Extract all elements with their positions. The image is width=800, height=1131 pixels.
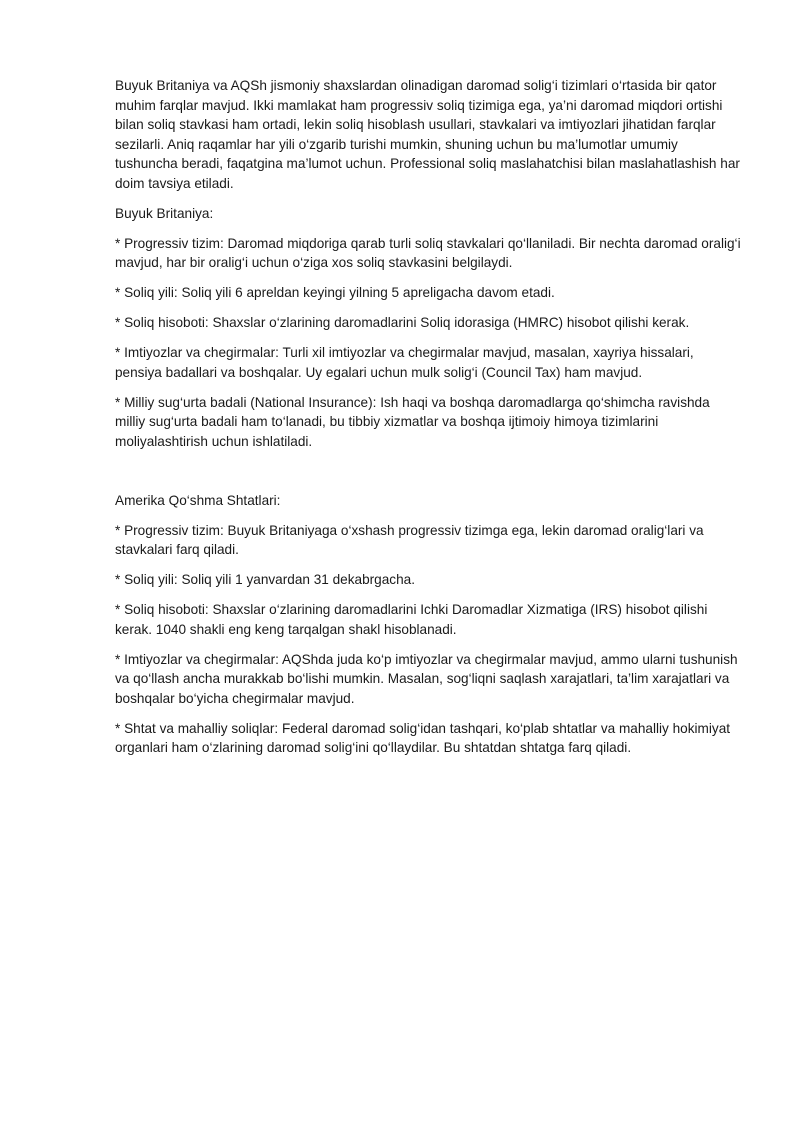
us-heading: Amerika Qo‘shma Shtatlari: (115, 492, 281, 508)
uk-heading: Buyuk Britaniya: (115, 205, 214, 221)
us-item-tax-year: * Soliq yili: Soliq yili 1 yanvardan 31 dekabrgacha. (115, 572, 415, 587)
uk-item-national-insurance: * Milliy sug‘urta badali (National Insurance): Ish haqi va boshqa daromadlarga qo‘shimcha ravishda milliy sug‘urta badali ham to‘lanadi, bu tibbiy xizmatlar va boshqa ijtimoiy himoya tizimlarini moliyalashtirish uchun ishlatiladi. (115, 394, 710, 449)
us-item-state-local-taxes: * Shtat va mahalliy soliqlar: Federal daromad solig‘idan tashqari, ko‘plab shtatlar va mahalliy hokimiyat organlari ham o‘zlarining daromad solig‘ini qo‘llaydilar. Bu shtatdan shtatga farq qiladi. (115, 720, 731, 755)
uk-item-allowances: * Imtiyozlar va chegirmalar: Turli xil imtiyozlar va chegirmalar mavjud, masalan, xayriya hissalari, pensiya badallari va boshqalar. Uy egalari uchun mulk solig‘i (Council Tax) ham mavjud. (115, 345, 694, 380)
document-page (115, 76, 743, 768)
uk-item-progressive: * Progressiv tizim: Daromad miqdoriga qarab turli soliq stavkalari qo‘llaniladi. Bir nechta daromad oralig‘i mavjud, har bir oralig‘i uchun o‘ziga xos soliq stavkasini belgilaydi. (115, 235, 741, 270)
uk-item-tax-year: * Soliq yili: Soliq yili 6 apreldan keyingi yilning 5 apreligacha davom etadi. (115, 285, 555, 300)
section-spacer (115, 462, 743, 491)
us-item-allowances: * Imtiyozlar va chegirmalar: AQShda juda ko‘p imtiyozlar va chegirmalar mavjud, ammo ularni tushunish va qo‘llash ancha murakkab bo‘lishi mumkin. Masalan, sog‘liqni saqlash xarajatlari, ta’lim xarajatlari va boshqalar bo‘yicha chegirmalar mavjud. (115, 651, 738, 706)
intro-paragraph: Buyuk Britaniya va AQSh jismoniy shaxslardan olinadigan daromad solig‘i tizimlari o‘rtasida bir qator muhim farqlar mavjud. Ikki mamlakat ham progressiv soliq tizimiga ega, ya’ni daromad miqdori ortishi bilan soliq stavkasi ham ortadi, lekin soliq hisoblash usullari, stavkalari va imtiyozlari jihatidan farqlar sezilarli. Aniq raqamlar har yili o‘zgarib turishi mumkin, shuning uchun bu ma’lumotlar umumiy tushuncha beradi, faqatgina ma’lumot uchun. Professional soliq maslahatchisi bilan maslahatlashish har doim tavsiya etiladi. (115, 78, 740, 191)
uk-item-tax-report: * Soliq hisoboti: Shaxslar o‘zlarining daromadlarini Soliq idorasiga (HMRC) hisobot qilishi kerak. (115, 315, 690, 330)
us-item-tax-report: * Soliq hisoboti: Shaxslar o‘zlarining daromadlarini Ichki Daromadlar Xizmatiga (IRS) hisobot qilishi kerak. 1040 shakli eng keng tarqalgan shakl hisoblanadi. (115, 602, 708, 637)
us-item-progressive: * Progressiv tizim: Buyuk Britaniyaga o‘xshash progressiv tizimga ega, lekin daromad oralig‘lari va stavkalari farq qiladi. (115, 522, 704, 557)
